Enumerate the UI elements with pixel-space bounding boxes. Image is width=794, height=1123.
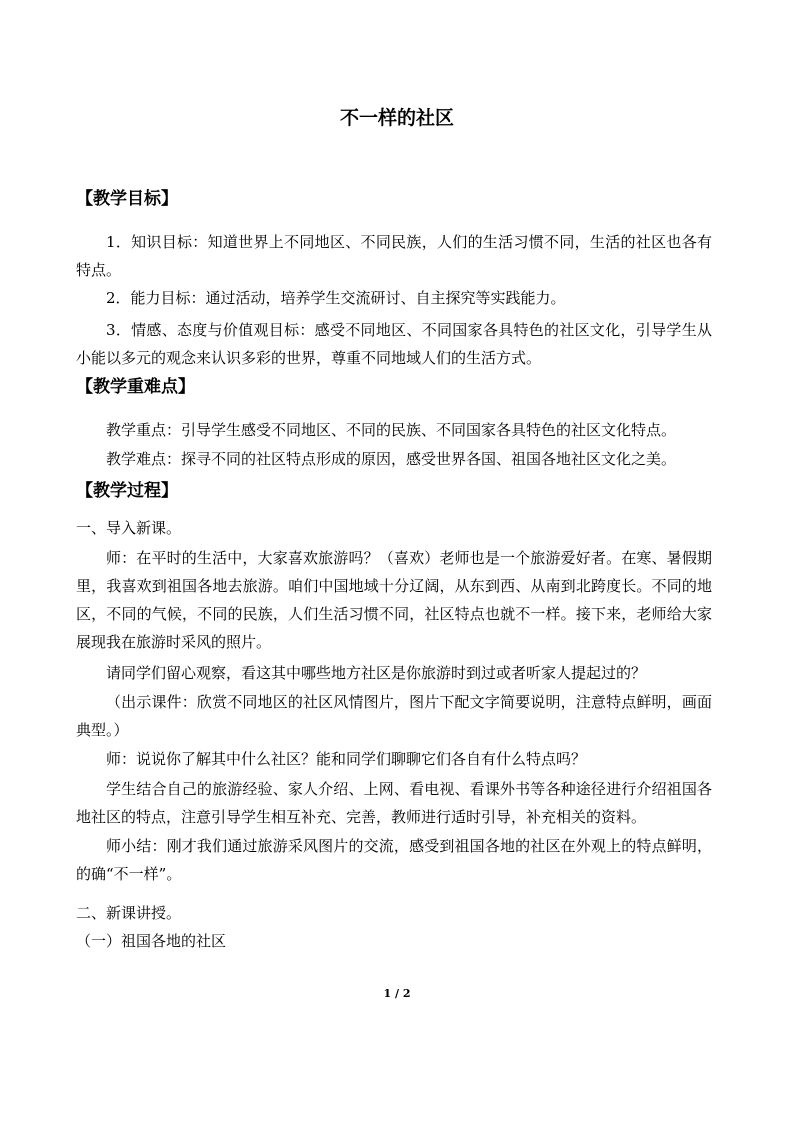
key-point-paragraph-2: 教学难点：探寻不同的社区特点形成的原因，感受世界各国、祖国各地社区文化之美。 <box>106 450 677 468</box>
section-heading-goals: 【教学目标】 <box>76 189 178 209</box>
process-paragraph-6: 师小结：刚才我们通过旅游采风图片的交流，感受到祖国各地的社区在外观上的特点鲜明，的确“不一样”。 <box>76 837 712 883</box>
process-paragraph-1: 师：在平时的生活中，大家喜欢旅游吗？（喜欢）老师也是一个旅游爱好者。在寒、暑假期里，我喜欢到祖国各地去旅游。咱们中国地域十分辽阔，从东到西、从南到北跨度长。不同的地区，不同的气候，不同的民族，人们生活习惯不同，社区特点也就不一样。接下来，老师给大家展现我在旅游时采风的照片。 <box>76 549 712 651</box>
page-number: 1 / 2 <box>383 987 411 1000</box>
process-paragraph-4: 师：说说你了解其中什么社区？能和同学们聊聊它们各自有什么特点吗？ <box>106 750 587 768</box>
process-part2-title: 二、新课讲授。 <box>76 904 182 922</box>
process-part1-title: 一、导入新课。 <box>76 519 182 537</box>
process-paragraph-5: 学生结合自己的旅游经验、家人介绍、上网、看电视、看课外书等各种途径进行介绍祖国各地社区的特点，注意引导学生相互补充、完善，教师进行适时引导，补充相关的资料。 <box>76 780 712 826</box>
process-paragraph-2: 请同学们留心观察，看这其中哪些地方社区是你旅游时到过或者听家人提起过的？ <box>106 664 647 682</box>
document-title: 不一样的社区 <box>339 107 454 129</box>
process-paragraph-3: （出示课件：欣赏不同地区的社区风情图片，图片下配文字简要说明，注意特点鲜明，画面典型。） <box>76 693 712 739</box>
section-heading-key-points: 【教学重难点】 <box>76 377 195 397</box>
section-heading-process: 【教学过程】 <box>76 481 178 501</box>
process-part2-subsection-1: （一）祖国各地的社区 <box>76 932 227 950</box>
key-point-paragraph-1: 教学重点：引导学生感受不同地区、不同的民族、不同国家各具特色的社区文化特点。 <box>106 421 677 439</box>
goal-paragraph-2: 2．能力目标：通过活动，培养学生交流研讨、自主探究等实践能力。 <box>106 289 566 307</box>
goal-paragraph-3: 3．情感、态度与价值观目标：感受不同地区、不同国家各具特色的社区文化，引导学生从小能以多元的观念来认识多彩的世界，尊重不同地域人们的生活方式。 <box>76 321 712 367</box>
goal-paragraph-1: 1．知识目标：知道世界上不同地区、不同民族，人们的生活习惯不同，生活的社区也各有特点。 <box>76 233 712 279</box>
